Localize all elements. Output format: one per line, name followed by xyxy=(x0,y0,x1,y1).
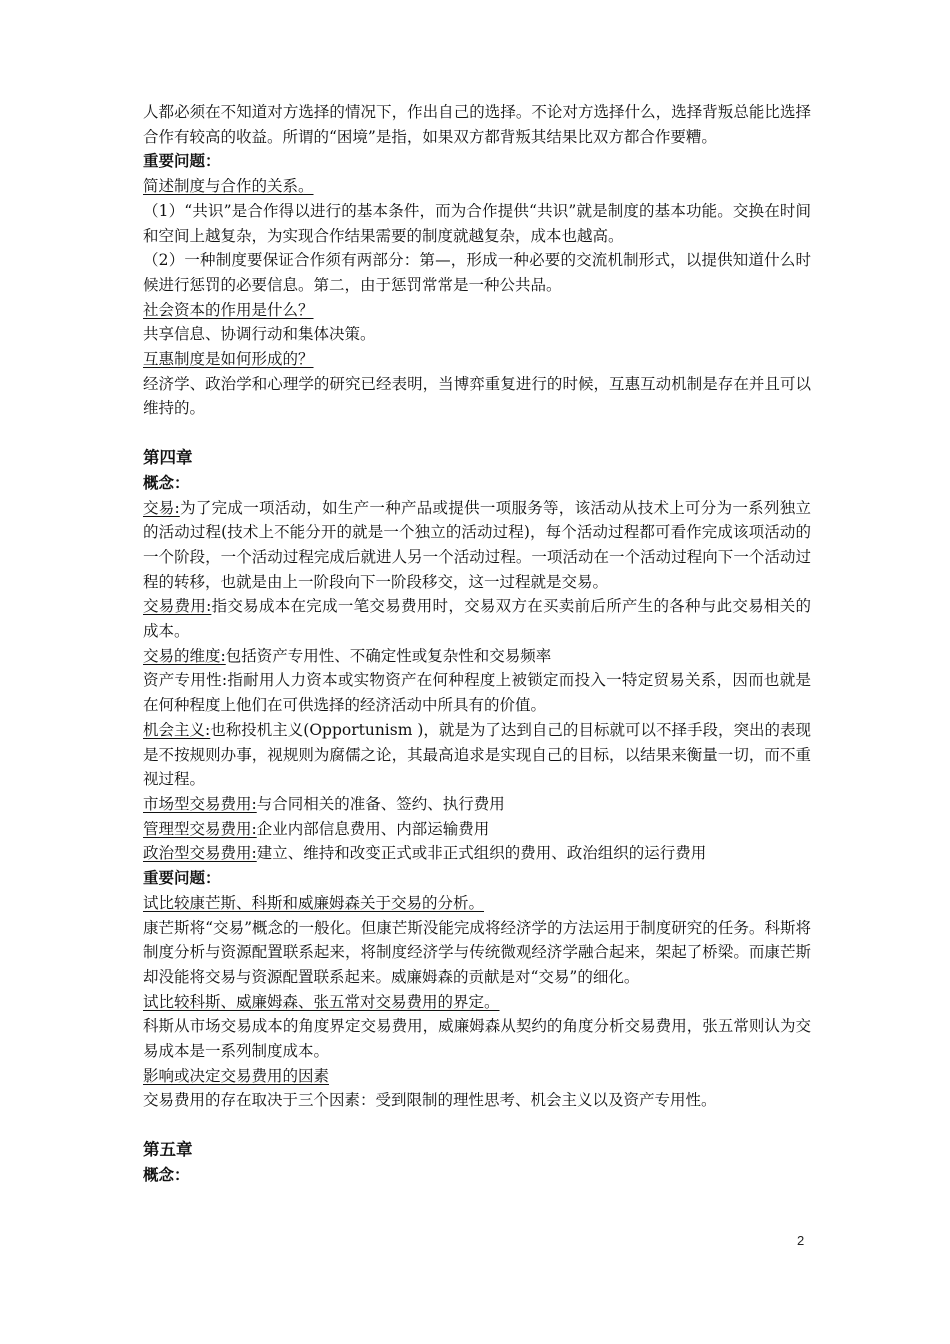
document-body xyxy=(143,100,811,1188)
concept-opportunism xyxy=(143,718,811,792)
concept-political-cost xyxy=(143,841,811,866)
concept-definition: 与合同相关的准备、签约、执行费用 xyxy=(256,794,505,813)
question-text: 社会资本的作用是什么？ xyxy=(143,300,314,319)
chapter-4-questions-heading: 重要问题： xyxy=(143,868,221,888)
concept-transaction-cost xyxy=(143,594,811,643)
concept-term: 交易的维度: xyxy=(143,646,226,665)
question-cost-definitions xyxy=(143,990,811,1015)
concept-managerial-cost xyxy=(143,817,811,842)
answer-reciprocity: 经济学、政治学和心理学的研究已经表明，当博弈重复进行的时候，互惠互动机制是存在并且可以维持的。 xyxy=(143,374,811,418)
question-text: 影响或决定交易费用的因素 xyxy=(143,1066,330,1085)
concept-term: 交易费用: xyxy=(143,597,212,616)
chapter-4-concepts-heading: 概念： xyxy=(143,472,190,492)
concept-term: 交易: xyxy=(143,498,180,517)
chapter-5-title: 第五章 xyxy=(143,1140,193,1160)
chapter-4-title: 第四章 xyxy=(143,448,193,468)
concept-term: 政治型交易费用: xyxy=(143,844,257,863)
spacer xyxy=(143,421,811,446)
chapter-5-concepts-heading: 概念： xyxy=(143,1164,190,1184)
concept-definition: 企业内部信息费用、内部运输费用 xyxy=(256,819,490,838)
answer-cost-factors: 交易费用的存在取决于三个因素：受到限制的理性思考、机会主义以及资产专用性。 xyxy=(143,1091,717,1110)
concept-definition: 包括资产专用性、不确定性或复杂性和交易频率 xyxy=(225,646,552,665)
concept-term: 机会主义: xyxy=(143,720,211,739)
section-heading-questions: 重要问题： xyxy=(143,151,221,171)
answer-cost-definitions: 科斯从市场交易成本的角度界定交易费用，威廉姆森从契约的角度分析交易费用，张五常则认为交易成本是一系列制度成本。 xyxy=(143,1017,811,1061)
concept-term: 管理型交易费用: xyxy=(143,819,257,838)
question-text: 互惠制度是如何形成的？ xyxy=(143,350,314,369)
question-institution-cooperation xyxy=(143,174,811,199)
concept-definition: 也称投机主义(Opportunism )，就是为了达到自己的目标就可以不择手段，突出的表现是不按规则办事，视规则为腐儒之论，其最高追求是实现自己的目标，以结果来衡量一切，而不重视过程。 xyxy=(143,720,811,789)
page-number: 2 xyxy=(797,1233,805,1248)
answer-commons-coase-williamson: 康芒斯将“交易”概念的一般化。但康芒斯没能完成将经济学的方法运用于制度研究的任务。科斯将制度分析与资源配置联系起来，将制度经济学与传统微观经济学融合起来，架起了桥梁。而康芒斯却没能将交易与资源配置联系起来。威廉姆森的贡献是对“交易”的细化。 xyxy=(143,918,811,986)
question-text: 试比较科斯、威廉姆森、张五常对交易费用的界定。 xyxy=(143,992,500,1011)
concept-definition: 为了完成一项活动，如生产一种产品或提供一项服务等，该活动从技术上可分为一系列独立的活动过程(技术上不能分开的就是一个独立的活动过程)，每个活动过程都可看作完成该项活动的一个阶段，一个活动过程完成后就进人另一个活动过程。一项活动在一个活动过程向下一个活动过程的转移，也就是由上一阶段向下一阶段移交，这一过程就是交易。 xyxy=(143,498,811,591)
concept-transaction-dimensions xyxy=(143,644,811,669)
question-cost-factors xyxy=(143,1064,811,1089)
spacer xyxy=(143,1113,811,1138)
concept-transaction xyxy=(143,496,811,595)
concept-definition: 指交易成本在完成一笔交易费用时，交易双方在买卖前后所产生的各种与此交易相关的成本。 xyxy=(143,597,811,641)
intro-paragraph: 人都必须在不知道对方选择的情况下，作出自己的选择。不论对方选择什么，选择背叛总能比选择合作有较高的收益。所谓的“困境”是指，如果双方都背叛其结果比双方都合作要糟。 xyxy=(143,103,811,146)
concept-market-cost xyxy=(143,792,811,817)
answer-paragraph-1: （1）“共识”是合作得以进行的基本条件，而为合作提供“共识”就是制度的基本功能。交换在时间和空间上越复杂，为实现合作结果需要的制度就越复杂，成本也越高。 xyxy=(143,201,811,245)
question-social-capital xyxy=(143,298,811,323)
question-commons-coase-williamson xyxy=(143,891,811,916)
concept-asset-specificity: 资产专用性:指耐用人力资本或实物资产在何种程度上被锁定而投入一特定贸易关系，因而也就是在何种程度上他们在可供选择的经济活动中所具有的价值。 xyxy=(143,671,811,715)
concept-definition: 建立、维持和改变正式或非正式组织的费用、政治组织的运行费用 xyxy=(256,844,707,863)
question-text: 试比较康芒斯、科斯和威廉姆森关于交易的分析。 xyxy=(143,893,485,912)
concept-term: 市场型交易费用: xyxy=(143,794,257,813)
question-reciprocity xyxy=(143,347,811,372)
answer-paragraph-2: （2）一种制度要保证合作须有两部分：第—，形成一种必要的交流机制形式，以提供知道什么时候进行惩罚的必要信息。第二，由于惩罚常常是一种公共品。 xyxy=(143,251,811,294)
question-text: 简述制度与合作的关系。 xyxy=(143,177,314,196)
answer-social-capital: 共享信息、协调行动和集体决策。 xyxy=(143,325,376,344)
